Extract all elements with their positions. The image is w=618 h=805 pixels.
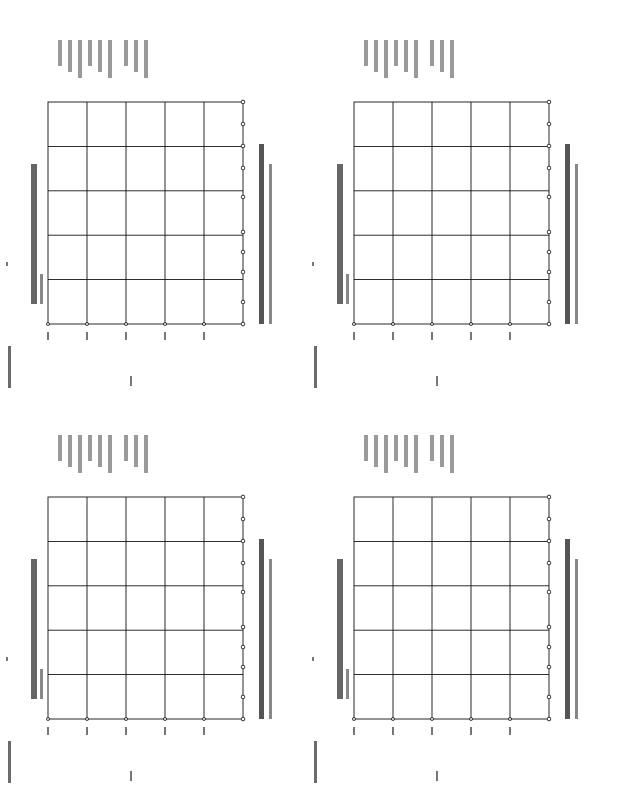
axis-marker (203, 718, 206, 721)
rotated-title (31, 164, 43, 304)
worksheet-svg (0, 20, 300, 400)
note-text-line (450, 435, 454, 473)
axis-marker (547, 665, 551, 669)
axis-marker (241, 517, 245, 521)
axis-tick-label-block (164, 727, 166, 735)
margin-strip (314, 741, 317, 783)
heading-subtext-block (269, 164, 272, 324)
note-text-line (144, 435, 148, 473)
grid (353, 100, 551, 326)
worksheet-panel-bottom-right (306, 415, 606, 805)
page-number-mark (436, 771, 438, 781)
note-text-line (450, 40, 454, 78)
note-text-line (134, 40, 138, 72)
title-subtext-block (40, 669, 43, 699)
axis-tick-label-block (203, 727, 205, 735)
axis-marker (547, 230, 551, 234)
note-text-line (108, 40, 112, 78)
axis-marker (241, 100, 245, 104)
axis-marker (470, 718, 473, 721)
note-text-line (430, 40, 434, 66)
axis-marker (47, 323, 50, 326)
axis-marker (547, 122, 551, 126)
note-text-line (440, 40, 444, 72)
title-subtext-block (346, 669, 349, 699)
axis-marker (86, 718, 89, 721)
axis-tick-label-block (203, 332, 205, 340)
axis-tick-label-block (86, 332, 88, 340)
notes-block (364, 40, 454, 78)
worksheet-svg (0, 415, 300, 795)
axis-marker (125, 323, 128, 326)
page-number-mark (130, 376, 132, 386)
axis-marker (353, 323, 356, 326)
worksheet-panel-top-right (306, 20, 606, 410)
axis-marker (241, 230, 245, 234)
title-text-block (337, 164, 343, 304)
rotated-heading (259, 144, 272, 324)
note-text-line (394, 435, 398, 461)
corner-mark (6, 262, 8, 266)
rotated-title (337, 164, 349, 304)
title-subtext-block (40, 274, 43, 304)
margin-strip (8, 346, 11, 388)
axis-marker (547, 625, 551, 629)
note-text-line (374, 40, 378, 72)
page-number-mark (436, 376, 438, 386)
page-number-mark (130, 771, 132, 781)
axis-marker (392, 323, 395, 326)
note-text-line (414, 40, 418, 78)
axis-marker (547, 100, 551, 104)
axis-marker (241, 645, 245, 649)
axis-marker (241, 665, 245, 669)
note-text-line (58, 435, 62, 461)
title-subtext-block (346, 274, 349, 304)
margin-strip (314, 346, 317, 388)
axis-marker (431, 718, 434, 721)
note-text-line (404, 435, 408, 467)
note-text-line (124, 435, 128, 461)
axis-marker (547, 144, 551, 148)
note-text-line (414, 435, 418, 473)
rotated-heading (259, 539, 272, 719)
axis-marker (241, 300, 245, 304)
worksheet-svg (306, 415, 606, 795)
axis-marker (241, 539, 245, 543)
note-text-line (124, 40, 128, 66)
worksheet-svg (306, 20, 606, 400)
axis-tick-label-block (392, 332, 394, 340)
heading-subtext-block (575, 559, 578, 719)
axis-marker (547, 561, 551, 565)
axis-marker (241, 144, 245, 148)
axis-tick-label-block (125, 332, 127, 340)
axis-tick-label-block (47, 727, 49, 735)
axis-tick-label-block (392, 727, 394, 735)
grid (47, 100, 245, 326)
title-text-block (31, 559, 37, 699)
note-text-line (144, 40, 148, 78)
axis-marker (392, 718, 395, 721)
note-text-line (364, 40, 368, 66)
axis-tick-label-block (431, 727, 433, 735)
axis-tick-label-block (470, 727, 472, 735)
rotated-title (31, 559, 43, 699)
axis-marker (164, 323, 167, 326)
axis-marker (241, 625, 245, 629)
note-text-line (68, 40, 72, 72)
heading-text-block (565, 144, 570, 324)
axis-tick-label-block (86, 727, 88, 735)
note-text-line (384, 40, 388, 78)
axis-tick-label-block (125, 727, 127, 735)
corner-mark (312, 262, 314, 266)
axis-marker (241, 695, 245, 699)
axis-marker (241, 270, 245, 274)
note-text-line (98, 435, 102, 467)
axis-tick-label-block (509, 727, 511, 735)
grid-border (48, 102, 243, 324)
axis-marker (203, 323, 206, 326)
axis-marker (431, 323, 434, 326)
note-text-line (404, 40, 408, 72)
axis-marker (547, 495, 551, 499)
axis-marker (86, 323, 89, 326)
note-text-line (88, 40, 92, 66)
axis-marker (241, 195, 245, 199)
axis-marker (241, 250, 245, 254)
axis-marker (470, 323, 473, 326)
grid (353, 495, 551, 721)
axis-marker (241, 166, 245, 170)
axis-marker (547, 250, 551, 254)
note-text-line (374, 435, 378, 467)
axis-marker (509, 323, 512, 326)
axis-marker (547, 645, 551, 649)
axis-marker (353, 718, 356, 721)
notes-block (58, 435, 148, 473)
note-text-line (384, 435, 388, 473)
note-text-line (394, 40, 398, 66)
axis-marker (547, 166, 551, 170)
axis-marker (125, 718, 128, 721)
note-text-line (108, 435, 112, 473)
axis-marker (547, 195, 551, 199)
axis-marker (547, 517, 551, 521)
heading-text-block (259, 539, 264, 719)
axis-tick-label-block (431, 332, 433, 340)
axis-marker (241, 561, 245, 565)
axis-marker (241, 717, 245, 721)
rotated-title (337, 559, 349, 699)
corner-mark (312, 657, 314, 661)
corner-mark (6, 657, 8, 661)
note-text-line (98, 40, 102, 72)
rotated-heading (565, 539, 578, 719)
axis-tick-label-block (164, 332, 166, 340)
title-text-block (337, 559, 343, 699)
axis-marker (164, 718, 167, 721)
grid (47, 495, 245, 721)
axis-marker (241, 495, 245, 499)
title-text-block (31, 164, 37, 304)
grid-border (48, 497, 243, 719)
axis-tick-label-block (353, 332, 355, 340)
axis-marker (241, 322, 245, 326)
axis-tick-label-block (470, 332, 472, 340)
axis-marker (509, 718, 512, 721)
axis-marker (241, 590, 245, 594)
axis-tick-label-block (47, 332, 49, 340)
axis-marker (47, 718, 50, 721)
axis-tick-label-block (509, 332, 511, 340)
worksheet-panel-bottom-left (0, 415, 300, 805)
note-text-line (88, 435, 92, 461)
axis-marker (547, 695, 551, 699)
axis-tick-label-block (353, 727, 355, 735)
grid-border (354, 102, 549, 324)
note-text-line (440, 435, 444, 467)
axis-marker (547, 270, 551, 274)
axis-marker (547, 539, 551, 543)
axis-marker (547, 590, 551, 594)
axis-marker (547, 322, 551, 326)
heading-text-block (259, 144, 264, 324)
axis-marker (547, 717, 551, 721)
rotated-heading (565, 144, 578, 324)
grid-border (354, 497, 549, 719)
heading-subtext-block (269, 559, 272, 719)
heading-subtext-block (575, 164, 578, 324)
heading-text-block (565, 539, 570, 719)
worksheet-panel-top-left (0, 20, 300, 410)
note-text-line (364, 435, 368, 461)
note-text-line (58, 40, 62, 66)
note-text-line (68, 435, 72, 467)
note-text-line (78, 435, 82, 473)
margin-strip (8, 741, 11, 783)
axis-marker (547, 300, 551, 304)
notes-block (58, 40, 148, 78)
note-text-line (430, 435, 434, 461)
axis-marker (241, 122, 245, 126)
note-text-line (78, 40, 82, 78)
notes-block (364, 435, 454, 473)
note-text-line (134, 435, 138, 467)
